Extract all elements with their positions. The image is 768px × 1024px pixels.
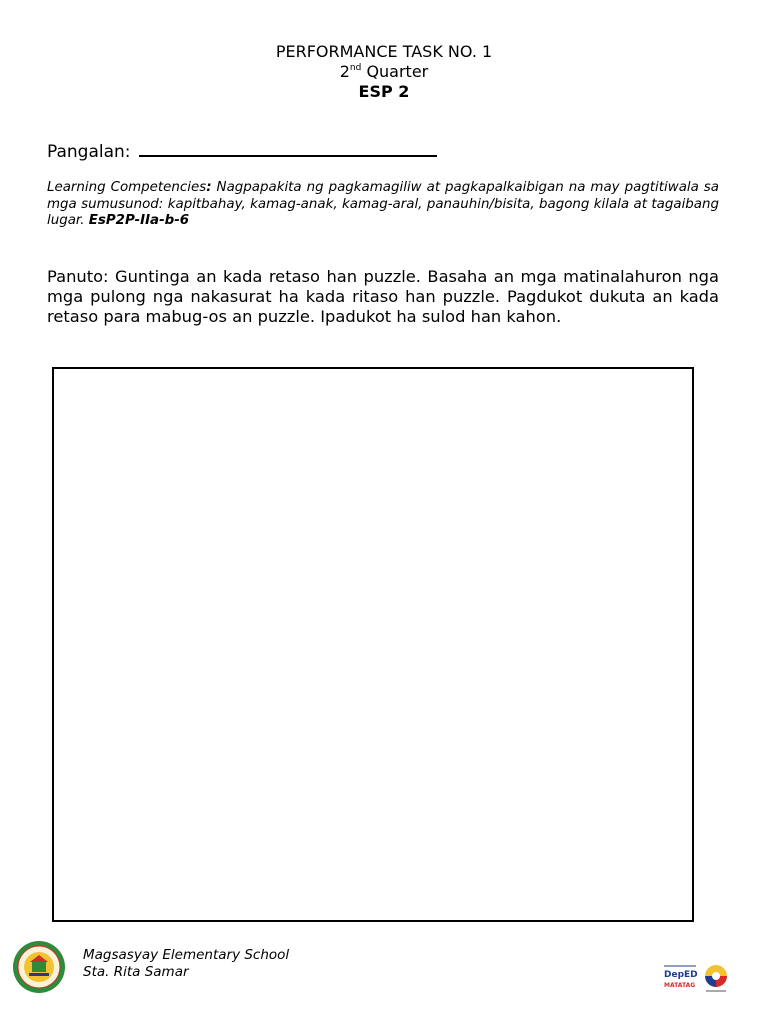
name-field <box>47 141 437 162</box>
subject-title: ESP 2 <box>358 82 410 101</box>
name-blank-line[interactable] <box>139 141 437 157</box>
competencies-text: Nagpapakita ng pagkamagiliw at pagkapalkaibigan na may pagtitiwala sa mga sumusunod: kapitbahay, kamag-anak, kamag-aral, panauhin/bisita, bagong kilala at tagaibang lugar. <box>47 180 719 228</box>
puzzle-paste-box <box>52 367 694 922</box>
directions-paragraph: Panuto: Guntinga an kada retaso han puzzle. Basaha an mga matinalahuron nga mga pulong nga nakasurat ha kada ritaso han puzzle. Pagdukot dukuta an kada retaso para mabug-os an puzzle. Ipadukot ha sulod han kahon. <box>47 267 719 326</box>
competency-code: EsP2P-IIa-b-6 <box>88 213 190 228</box>
quarter-number: 2 <box>339 62 350 81</box>
deped-matatag-logo-icon <box>662 962 734 994</box>
competencies-label: Learning Competencies <box>47 180 207 195</box>
competencies-colon: : <box>206 180 212 195</box>
matatag-logo-text: MATATAG <box>664 982 696 989</box>
school-info <box>83 947 289 981</box>
learning-competencies <box>47 180 719 230</box>
quarter-word: Quarter <box>366 62 429 81</box>
quarter-label <box>0 62 768 81</box>
school-name: Magsasyay Elementary School <box>83 947 290 963</box>
school-location: Sta. Rita Samar <box>83 964 189 980</box>
name-label: Pangalan: <box>47 142 131 162</box>
quarter-suffix: nd <box>349 63 362 73</box>
deped-logo-text: DepED <box>664 970 698 980</box>
task-title: PERFORMANCE TASK NO. 1 <box>275 42 493 61</box>
school-seal-icon <box>12 940 66 994</box>
